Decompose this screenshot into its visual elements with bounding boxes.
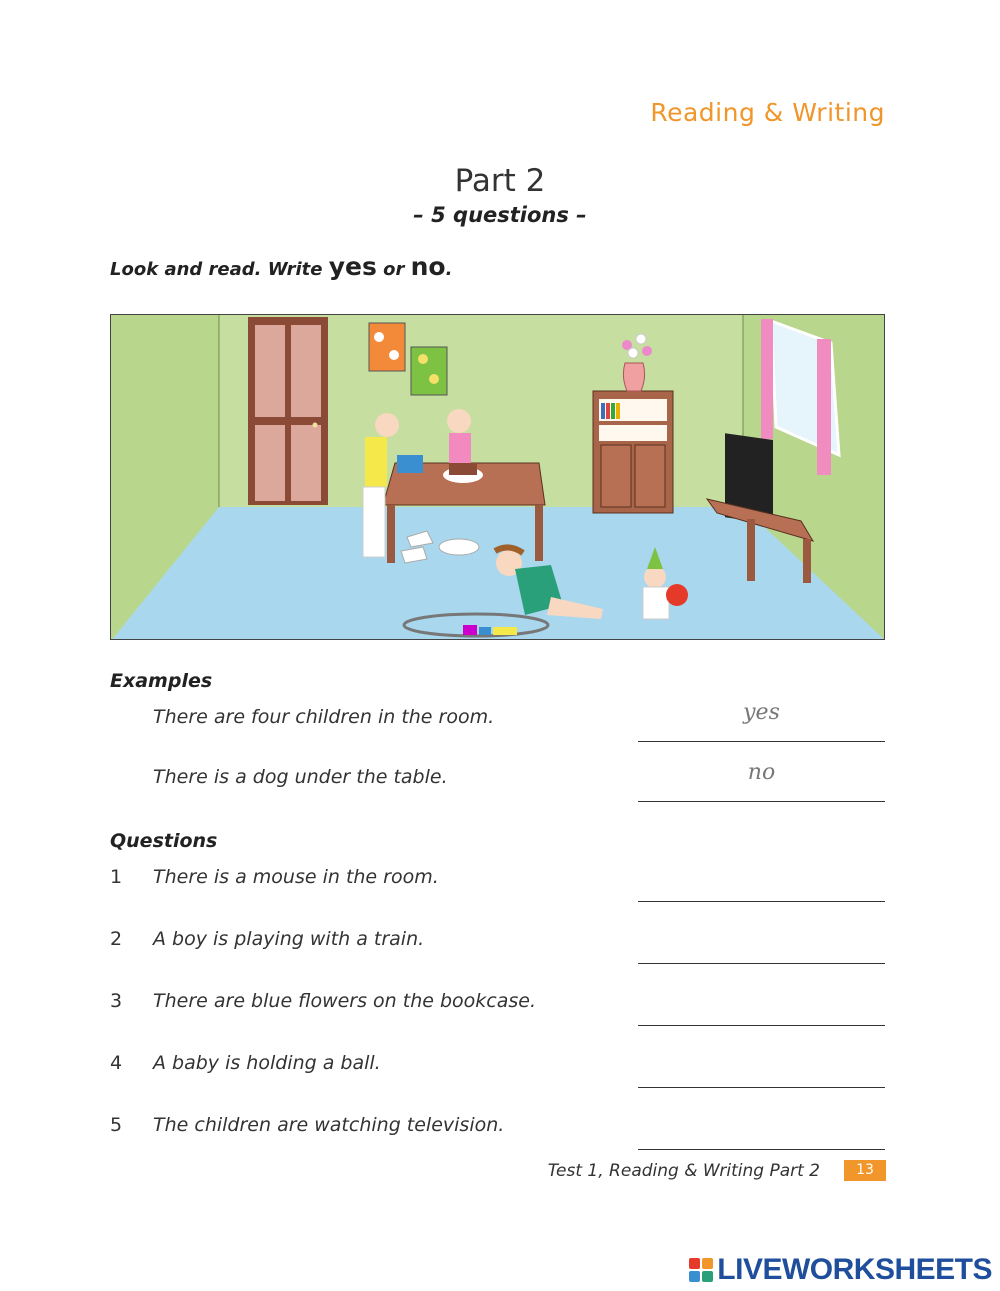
answer-input-3[interactable] bbox=[638, 1000, 885, 1026]
example-row bbox=[110, 760, 885, 796]
footer-text: Test 1, Reading & Writing Part 2 bbox=[547, 1161, 820, 1181]
answer-input-4[interactable] bbox=[638, 1062, 885, 1088]
instruction-middle: or bbox=[376, 259, 411, 280]
answer-input-2[interactable] bbox=[638, 938, 885, 964]
ball bbox=[666, 584, 688, 606]
example-answer: no bbox=[747, 760, 776, 785]
question-number: 3 bbox=[110, 990, 123, 1012]
question-number: 5 bbox=[110, 1114, 123, 1136]
question-row bbox=[110, 990, 885, 1020]
answer-input-5[interactable] bbox=[638, 1124, 885, 1150]
page-number: 13 bbox=[844, 1160, 886, 1181]
example-text: There is a dog under the table. bbox=[153, 766, 448, 788]
room-illustration-svg bbox=[111, 315, 885, 640]
answer-input-1[interactable] bbox=[638, 876, 885, 902]
section-header: Reading & Writing bbox=[650, 98, 885, 127]
brand-logo[interactable] bbox=[689, 1252, 992, 1288]
question-number: 1 bbox=[110, 866, 123, 888]
instruction-yes: yes bbox=[328, 252, 377, 281]
examples-label: Examples bbox=[110, 670, 213, 692]
questions-label: Questions bbox=[110, 830, 218, 852]
instruction-prefix: Look and read. Write bbox=[110, 259, 329, 280]
example-row bbox=[110, 700, 885, 736]
birthday-cake bbox=[449, 463, 477, 475]
part-subtitle: – 5 questions – bbox=[413, 203, 587, 227]
question-row bbox=[110, 928, 885, 958]
question-row bbox=[110, 1052, 885, 1082]
flower-picture-green bbox=[411, 347, 447, 395]
question-number: 2 bbox=[110, 928, 123, 950]
instruction-suffix: . bbox=[445, 259, 453, 280]
brand-icon bbox=[689, 1258, 713, 1282]
example-text: There are four children in the room. bbox=[153, 706, 495, 728]
curtain-left bbox=[761, 319, 773, 439]
part-title: Part 2 bbox=[454, 163, 546, 199]
question-text: There is a mouse in the room. bbox=[153, 866, 439, 888]
question-number: 4 bbox=[110, 1052, 123, 1074]
instruction-no: no bbox=[410, 252, 446, 281]
question-text: There are blue flowers on the bookcase. bbox=[153, 990, 537, 1012]
brand-name: LIVEWORKSHEETS bbox=[717, 1253, 992, 1286]
baby bbox=[644, 566, 666, 588]
flower-picture-orange bbox=[369, 323, 405, 371]
question-text: A boy is playing with a train. bbox=[153, 928, 425, 950]
room-illustration bbox=[110, 314, 885, 640]
vase bbox=[623, 363, 644, 391]
question-text: A baby is holding a ball. bbox=[153, 1052, 381, 1074]
example-answer: yes bbox=[743, 700, 780, 725]
cat bbox=[439, 539, 479, 555]
curtain-right bbox=[817, 339, 831, 475]
instruction bbox=[110, 252, 452, 281]
question-row bbox=[110, 1114, 885, 1144]
question-row bbox=[110, 866, 885, 896]
question-text: The children are watching television. bbox=[153, 1114, 505, 1136]
girl bbox=[447, 409, 471, 433]
boy bbox=[375, 413, 399, 437]
